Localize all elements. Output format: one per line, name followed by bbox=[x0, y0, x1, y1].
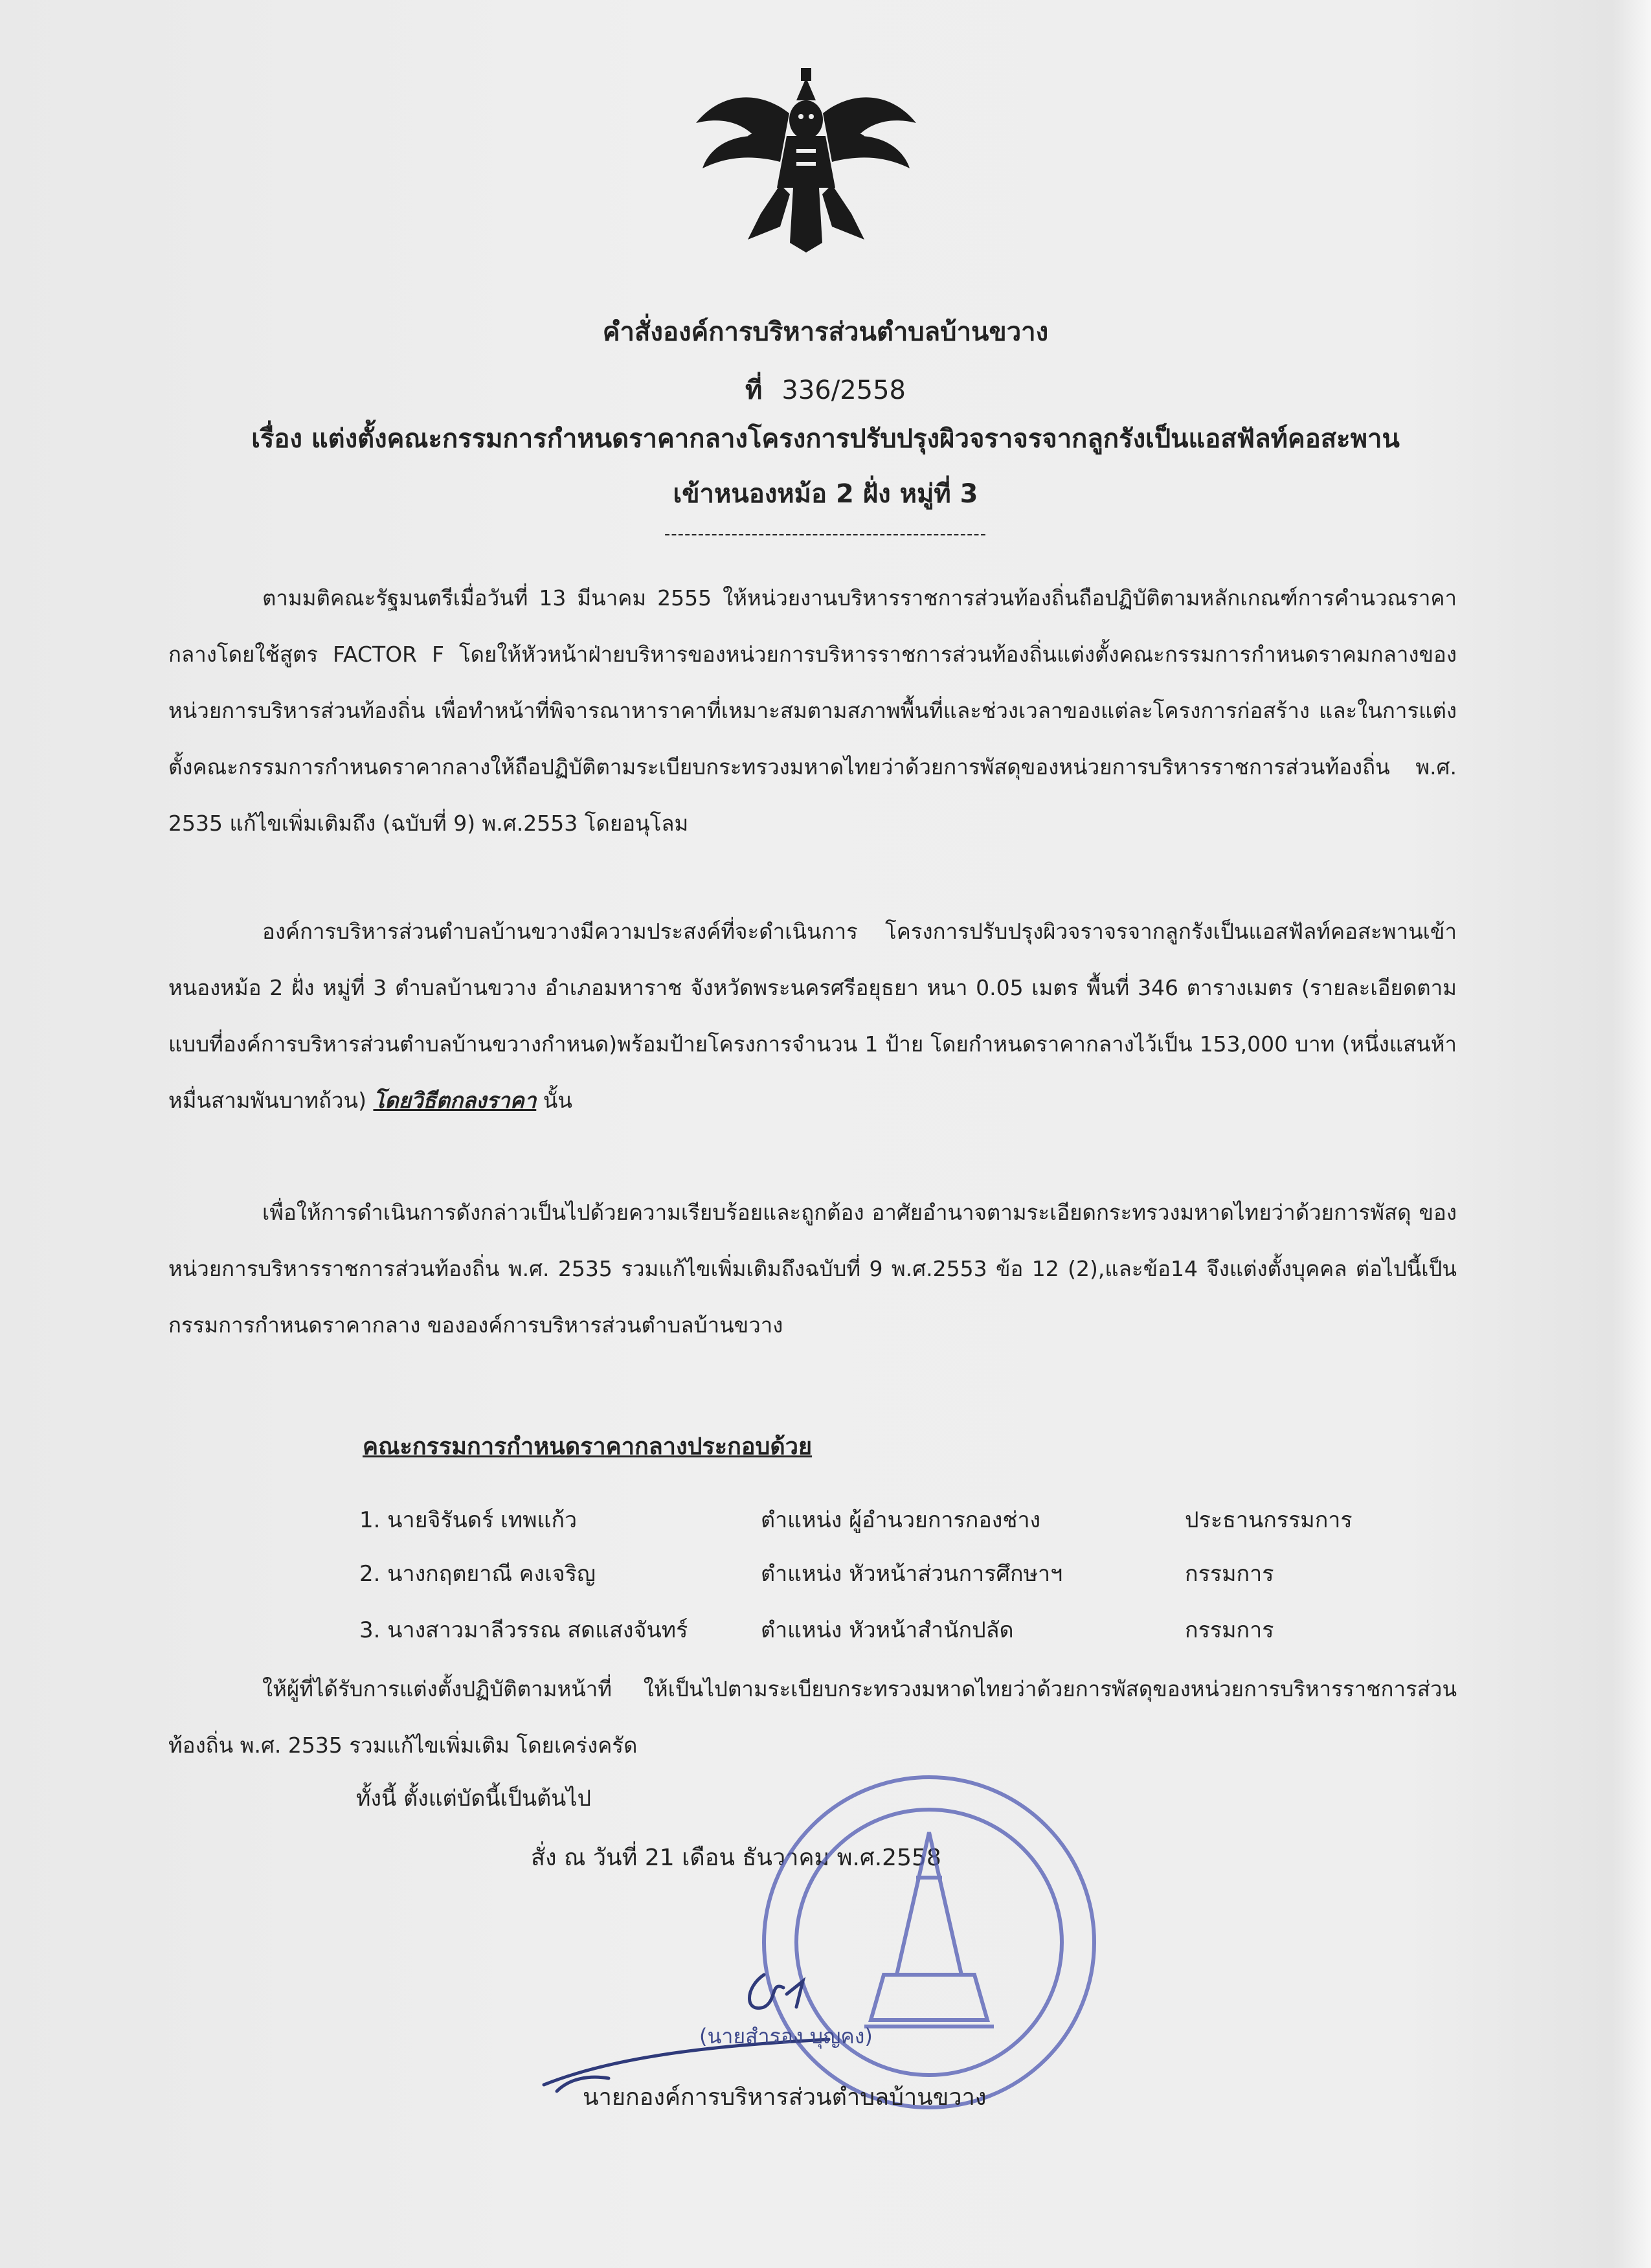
order-title: คำสั่งองค์การบริหารส่วนตำบลบ้านขวาง bbox=[602, 317, 1049, 347]
paragraph-3-text: เพื่อให้การดำเนินการดังกล่าวเป็นไปด้วยความเรียบร้อยและถูกต้อง อาศัยอำนาจตามระเอียดกระทรวงมหาดไทยว่าด้วยการพัสดุ ของหน่วยการบริหารราชการส่วนท้องถิ่น พ.ศ. 2535 รวมแก้ไขเพิ่มเติมถึงฉบับที่ 9 พ.ศ.2553 ข้อ 12 (2),และข้อ14 จึงแต่งตั้งบุคคล ต่อไปนี้เป็นกรรมการกำหนดราคากลาง ขององค์การบริหารส่วนตำบลบ้านขวาง bbox=[168, 1200, 1457, 1338]
paragraph-2-text: องค์การบริหารส่วนตำบลบ้านขวางมีความประสงค์ที่จะดำเนินการ โครงการปรับปรุงผิวจราจรจากลูกรังเป็นแอสฟัลท์คอสะพานเข้าหนองหม้อ 2 ฝั่ง หมู่ที่ 3 ตำบลบ้านขวาง อำเภอมหาราช จังหวัดพระนครศรีอยุธยา หนา 0.05 เมตร พื้นที่ 346 ตารางเมตร (รายละเอียดตามแบบที่องค์การบริหารส่วนตำบลบ้านขวางกำหนด)พร้อมป้ายโครงการจำนวน 1 ป้าย โดยกำหนดราคากลางไว้เป็น 153,000 บาท (หนึ่งแสนห้าหมื่นสามพันบาทถ้วน) bbox=[168, 919, 1457, 1113]
member-name: 2. นางกฤตยาณี คงเจริญ bbox=[359, 1561, 596, 1587]
member-role: กรรมการ bbox=[1185, 1617, 1274, 1643]
garuda-emblem bbox=[683, 65, 929, 259]
paragraph-2 bbox=[168, 903, 1457, 1128]
member-role: กรรมการ bbox=[1185, 1561, 1274, 1587]
committee-member bbox=[0, 1612, 1651, 1657]
divider: ------------------------------------------------ bbox=[664, 524, 987, 544]
order-date-line: สั่ง ณ วันที่ 21 เดือน ธันวาคม พ.ศ.2558 bbox=[531, 1845, 941, 1871]
paragraph-4-text: ให้ผู้ที่ได้รับการแต่งตั้งปฏิบัติตามหน้าที่ ให้เป็นไปตามระเบียบกระทรวงมหาดไทยว่าด้วยการพัสดุของหน่วยการบริหารราชการส่วนท้องถิ่น พ.ศ. 2535 รวมแก้ไขเพิ่มเติม โดยเคร่งครัด bbox=[168, 1676, 1457, 1758]
order-number-line bbox=[0, 369, 1651, 410]
member-position: ตำแหน่ง หัวหน้าส่วนการศึกษาฯ bbox=[761, 1561, 1063, 1587]
handwritten-signature bbox=[531, 1929, 842, 2098]
paragraph-2-end: นั้น bbox=[536, 1088, 572, 1113]
paragraph-1-text: ตามมติคณะรัฐมนตรีเมื่อวันที่ 13 มีนาคม 2555 ให้หน่วยงานบริหารราชการส่วนท้องถิ่นถือปฏิบัติตามหลักเกณฑ์การคำนวณราคากลางโดยใช้สูตร FACTOR F โดยให้หัวหน้าฝ่ายบริหารของหน่วยการบริหารราชการส่วนท้องถิ่นแต่งตั้งคณะกรรมการกำหนดราคมกลางของหน่วยการบริหารส่วนท้องถิ่น เพื่อทำหน้าที่พิจารณาหาราคาที่เหมาะสมตามสภาพพื้นที่และช่วงเวลาของแต่ละโครงการก่อสร้าง และในการแต่งตั้งคณะกรรมการกำหนดราคากลางให้ถือปฏิบัติตามระเบียบกระทรวงมหาดไทยว่าด้วยการพัสดุของหน่วยการบริหารราชการส่วนท้องถิ่น พ.ศ. 2535 แก้ไขเพิ่มเติมถึง (ฉบับที่ 9) พ.ศ.2553 โดยอนุโลม bbox=[168, 585, 1457, 836]
number-label: ที่ bbox=[745, 376, 763, 405]
effective-date-line: ทั้งนี้ ตั้งแต่บัดนี้เป็นต้นไป bbox=[356, 1786, 592, 1812]
member-position: ตำแหน่ง หัวหน้าสำนักปลัด bbox=[761, 1617, 1014, 1643]
procurement-method: โดยวิธีตกลงราคา bbox=[373, 1088, 537, 1113]
paragraph-3 bbox=[168, 1184, 1457, 1353]
member-name: 1. นายจิรันดร์ เทพแก้ว bbox=[359, 1507, 578, 1533]
signatory-name: (นายสำรอง บุญคง) bbox=[699, 2024, 873, 2049]
order-number: 336/2558 bbox=[781, 376, 906, 405]
member-name: 3. นางสาวมาลีวรรณ สดแสงจันทร์ bbox=[359, 1617, 688, 1643]
subject-line-1: เรื่อง แต่งตั้งคณะกรรมการกำหนดราคากลางโครงการปรับปรุงผิวจราจรจากลูกรังเป็นแอสฟัลท์คอสะพาน bbox=[251, 424, 1400, 454]
committee-member bbox=[0, 1556, 1651, 1601]
signatory-role: นายกองค์การบริหารส่วนตำบลบ้านขวาง bbox=[583, 2084, 987, 2111]
member-position: ตำแหน่ง ผู้อำนวยการกองช่าง bbox=[761, 1507, 1041, 1533]
committee-heading: คณะกรรมการกำหนดราคากลางประกอบด้วย bbox=[363, 1433, 813, 1460]
member-role: ประธานกรรมการ bbox=[1185, 1507, 1353, 1533]
committee-member bbox=[0, 1502, 1651, 1547]
subject-line-2: เข้าหนองหม้อ 2 ฝั่ง หมู่ที่ 3 bbox=[673, 479, 978, 509]
paragraph-4 bbox=[168, 1661, 1457, 1773]
paragraph-1 bbox=[168, 570, 1457, 851]
